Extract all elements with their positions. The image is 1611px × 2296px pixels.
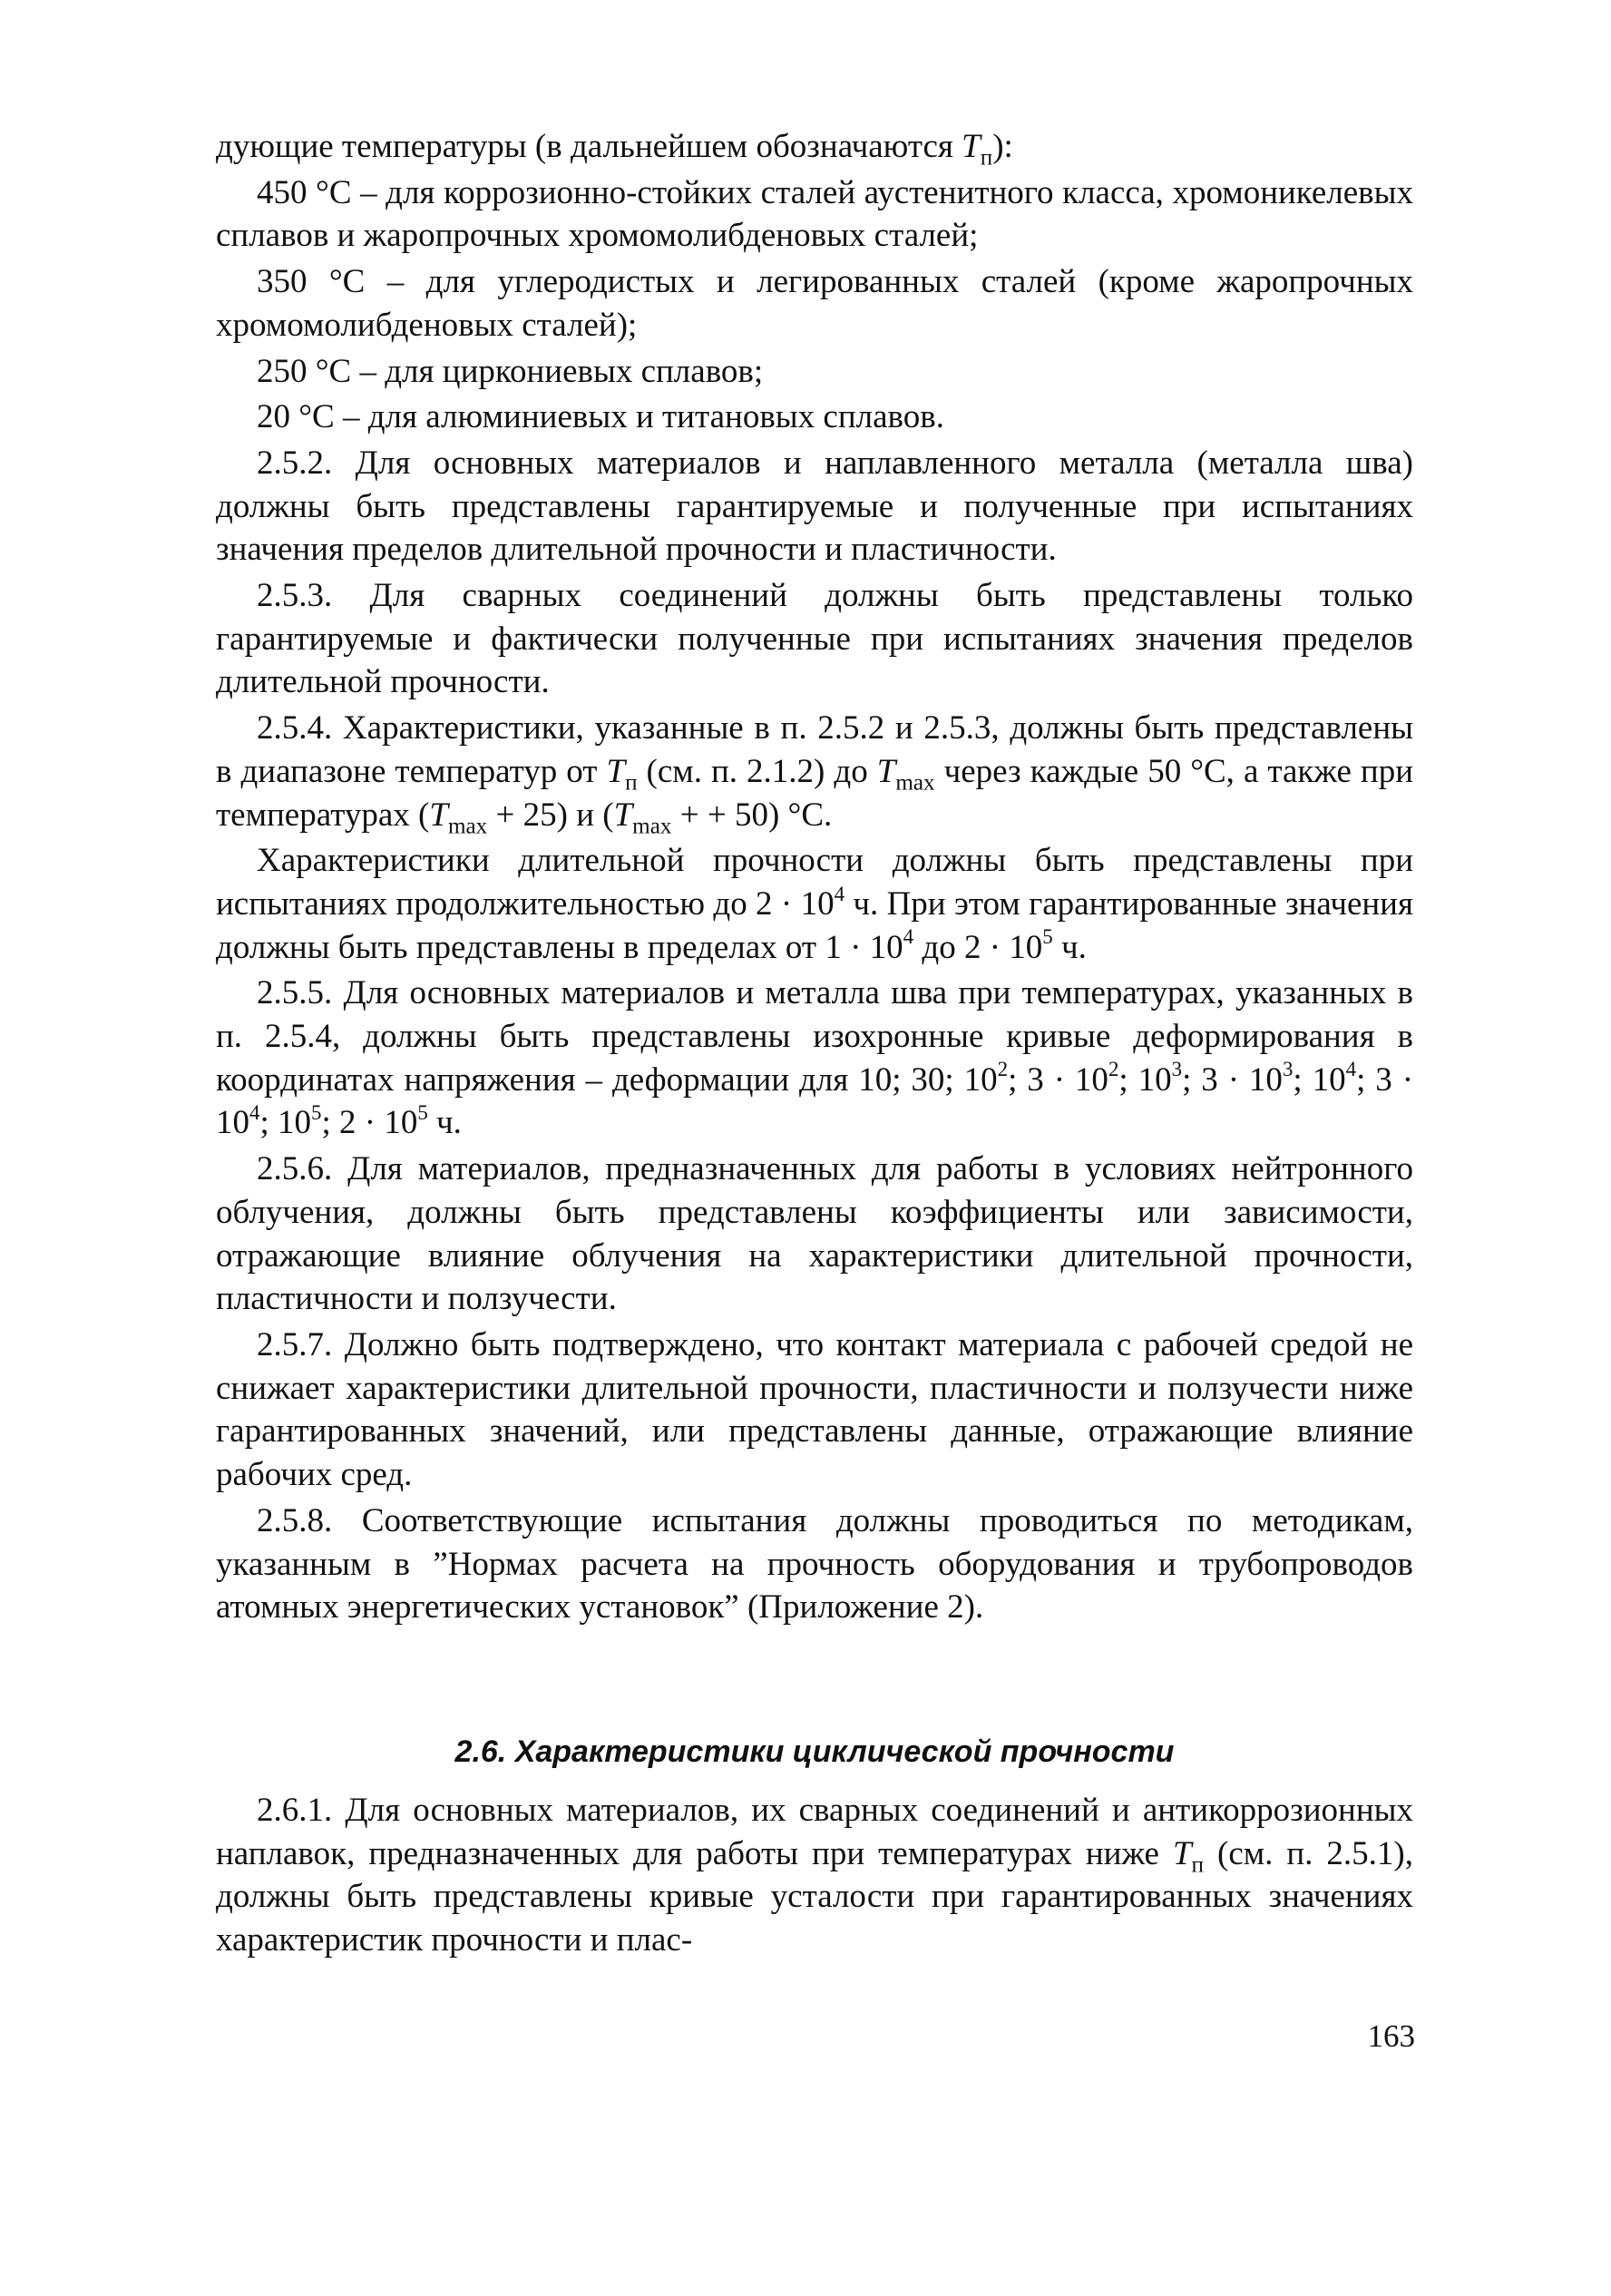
text-run: ; 3 · 10 [1182, 1060, 1283, 1099]
text-run: 4 [903, 925, 914, 949]
paragraph [216, 972, 1413, 1145]
text-run: 2 [1108, 1058, 1119, 1081]
text-run: ; 3 · 10 [1008, 1060, 1108, 1099]
text-run: 5 [311, 1101, 322, 1125]
text-run: 3 [1171, 1058, 1183, 1081]
paragraph [216, 1789, 1413, 1962]
text-run: max [447, 813, 488, 838]
text-run: T [613, 796, 633, 834]
paragraph [216, 171, 1413, 258]
paragraph [216, 574, 1413, 704]
text-run: T [962, 128, 981, 165]
text-run: + 25) и ( [487, 796, 614, 834]
text-run: + + 50) °С. [671, 796, 833, 834]
paragraphs-section-2-5 [216, 125, 1413, 1629]
text-run: (см. п. 2.1.2) до [637, 752, 877, 790]
text-run: 2.5.6. Для материалов, предназначенных для работы в условиях нейтронного облучения, должны быть представлены коэффициенты или зависимости, отражающие влияние облучения на характеристики длительной прочности, пластичности и ползучести. [216, 1150, 1413, 1318]
text-run: 4 [1345, 1058, 1357, 1081]
text-run: 2.5.5. Для основных материалов и металла шва при температурах, указанных в п. 2.5.4, должны быть представлены изохронные кривые деформирования в координатах напряжения – деформации для 10; 30; 10 [216, 974, 1413, 1099]
text-run: (см. п. 2.5.1), должны быть представлены кривые усталости при гарантированных значениях характеристик прочности и плас- [216, 1834, 1413, 1959]
text-run: max [895, 770, 935, 796]
text-run: ч. [427, 1104, 462, 1142]
text-run: ; 3 · 10 [216, 1060, 1414, 1142]
page-number: 163 [1367, 2018, 1415, 2054]
paragraph [216, 125, 1413, 169]
text-run: п [625, 770, 638, 796]
section-heading: 2.6. Характеристики циклической прочности [454, 1734, 1175, 1769]
text-run: 250 °С – для циркониевых сплавов; [257, 352, 764, 390]
text-run: 2.5.2. Для основных материалов и наплавленного металла (металла шва) должны быть представлены гарантируемые и полученные при испытаниях значения пределов длительной прочности и пластичности. [216, 444, 1413, 569]
text-run: п [980, 145, 993, 171]
text-run: ч. [1052, 928, 1087, 966]
text-run: ; 10 [259, 1104, 311, 1142]
text-run: 2.5.8. Соответствующие испытания должны проводиться по методикам, указанным в ”Нормах расчета на прочность оборудования и трубопроводов атомных энергетических установок” (Приложение 2). [216, 1501, 1413, 1627]
paragraph [216, 1324, 1413, 1497]
paragraph [216, 350, 1413, 394]
paragraph [216, 396, 1413, 439]
text-run: 4 [249, 1101, 260, 1125]
text-run: ; 2 · 10 [321, 1104, 418, 1142]
text-run: 2.6.1. Для основных материалов, их сварных соединений и антикоррозионных наплавок, предназначенных для работы при температурах ниже [216, 1791, 1413, 1872]
text-run: T [606, 752, 626, 790]
text-run: 450 °С – для коррозионно-стойких сталей аустенитного класса, хромоникелевых сплавов и жаропрочных хромомолибденовых сталей; [216, 173, 1413, 255]
text-run: дующие температуры (в дальнейшем обозначаются [216, 128, 962, 165]
paragraph [216, 707, 1413, 836]
paragraph [216, 839, 1413, 969]
text-run: 350 °С – для углеродистых и легированных сталей (кроме жаропрочных хромомолибденовых сталей); [216, 263, 1413, 344]
text-run: 5 [1042, 925, 1053, 949]
text-run: 2.5.3. Для сварных соединений должны быть представлены только гарантируемые и фактически полученные при испытаниях значения пределов длительной прочности. [216, 577, 1413, 701]
paragraph [216, 442, 1413, 572]
paragraph [216, 1500, 1413, 1629]
text-run: ч. При этом гарантированные значения должны быть представлены в пределах от 1 · 10 [216, 884, 1413, 966]
paragraphs-section-2-6 [216, 1789, 1413, 1962]
text-run: max [632, 813, 672, 838]
text-run: 5 [417, 1101, 428, 1125]
text-run: 2 [997, 1058, 1009, 1081]
text-run: 20 °С – для алюминиевых и титановых сплавов. [257, 398, 944, 436]
text-run: 2.5.7. Должно быть подтверждено, что контакт материала с рабочей средой не снижает характеристики длительной прочности, пластичности и ползучести ниже гарантированных значений, или представлены данные, отражающие влияние рабочих сред. [216, 1325, 1413, 1494]
text-run: ; 10 [1118, 1060, 1172, 1099]
text-column [216, 125, 1413, 1962]
text-run: Характеристики длительной прочности должны быть представлены при испытаниях продолжительностью до 2 · 10 [216, 842, 1413, 923]
text-run: ; 10 [1293, 1060, 1346, 1099]
paragraph [216, 1148, 1413, 1321]
text-run: 2.5.4. Характеристики, указанные в п. 2.5.2 и 2.5.3, должны быть представлены в диапазоне температур от [216, 709, 1413, 790]
text-run: T [1172, 1834, 1192, 1872]
text-run: до 2 · 10 [913, 928, 1043, 966]
text-run: ): [992, 128, 1013, 165]
text-run: 3 [1282, 1058, 1294, 1081]
text-run: 4 [834, 882, 845, 905]
text-run: через каждые 50 °С, а также при температурах ( [216, 752, 1414, 834]
text-run: T [876, 752, 896, 790]
paragraph [216, 260, 1413, 347]
text-run: п [1191, 1852, 1205, 1877]
text-run: T [429, 796, 448, 834]
